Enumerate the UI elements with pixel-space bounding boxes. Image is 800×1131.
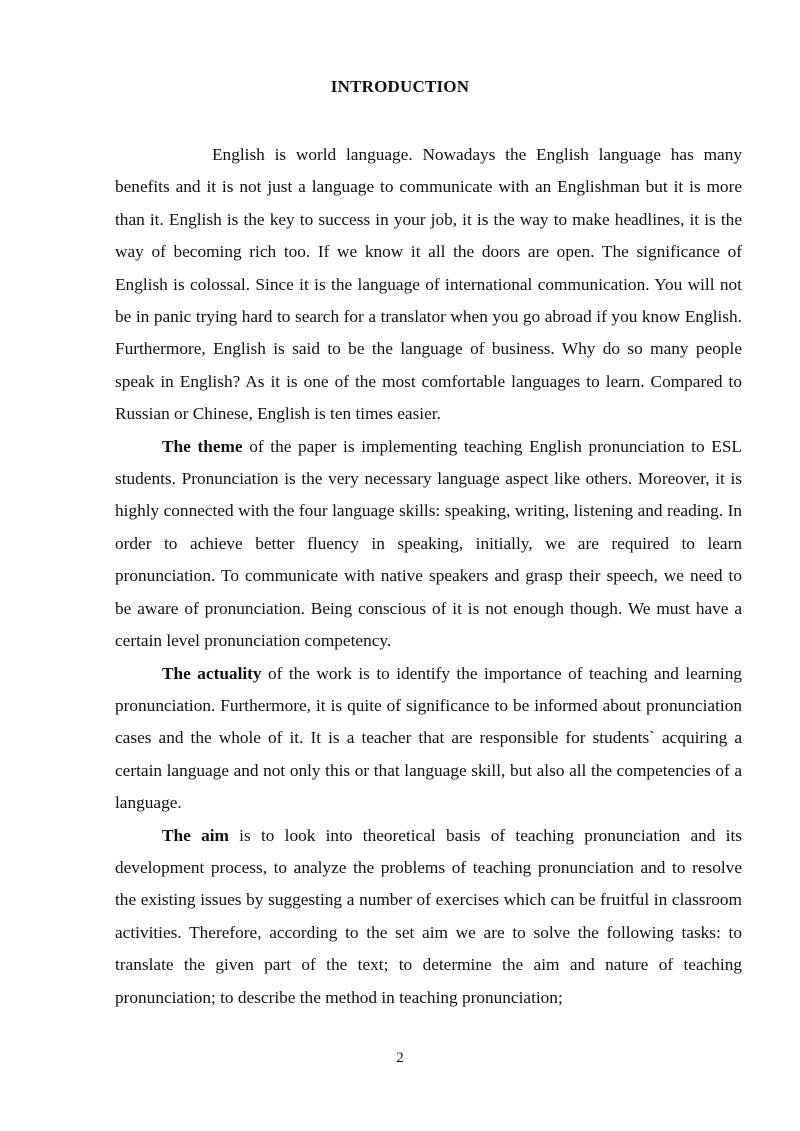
paragraph-text: is to look into theoretical basis of teaching pronunciation and its development process, to analyze the problems of teaching pronunciation and to resolve the existing issues by suggesting a number of exercises which can be fruitful in classroom activities. Therefore, according to the set aim we are to solve the following tasks: to translate the given part of the text; to determine the aim and nature of teaching pronunciation; to describe the method in teaching pronunciation;: [115, 825, 742, 1007]
paragraph-text: of the work is to identify the importance of teaching and learning pronunciation. Furthermore, it is quite of significance to be informed about pronunciation cases and the whole of it. It is a teacher that are responsible for students` acquiring a certain language and not only this or that language skill, but also all the competencies of a language.: [115, 663, 742, 813]
page-number: 2: [396, 1050, 404, 1066]
paragraph-lead: The actuality: [162, 663, 262, 683]
paragraph-text: English is world language. Nowadays the English language has many benefits and it is not just a language to communicate with an Englishman but it is more than it. English is the key to success in your job, it is the way to make headlines, it is the way of becoming rich too. If we know it all the doors are open. The significance of English is colossal. Since it is the language of international communication. You will not be in panic trying hard to search for a translator when you go abroad if you know English. Furthermore, English is said to be the language of business. Why do so many people speak in English? As it is one of the most comfortable languages to learn. Compared to Russian or Chinese, English is ten times easier.: [115, 145, 742, 424]
paragraph-intro: [115, 139, 742, 431]
paragraph-lead: The aim: [162, 825, 229, 845]
paragraph-text: of the paper is implementing teaching English pronunciation to ESL students. Pronunciation is the very necessary language aspect like others. Moreover, it is highly connected with the four language skills: speaking, writing, listening and reading. In order to achieve better fluency in speaking, initially, we are required to learn pronunciation. To communicate with native speakers and grasp their speech, we need to be aware of pronunciation. Being conscious of it is not enough though. We must have a certain level pronunciation competency.: [115, 436, 742, 651]
paragraph-lead: The theme: [162, 436, 243, 456]
page-title: INTRODUCTION: [330, 77, 470, 96]
paragraph-theme: [115, 431, 742, 658]
body-text: [115, 139, 742, 1014]
paragraph-aim: [115, 820, 742, 1014]
paragraph-actuality: [115, 658, 742, 820]
